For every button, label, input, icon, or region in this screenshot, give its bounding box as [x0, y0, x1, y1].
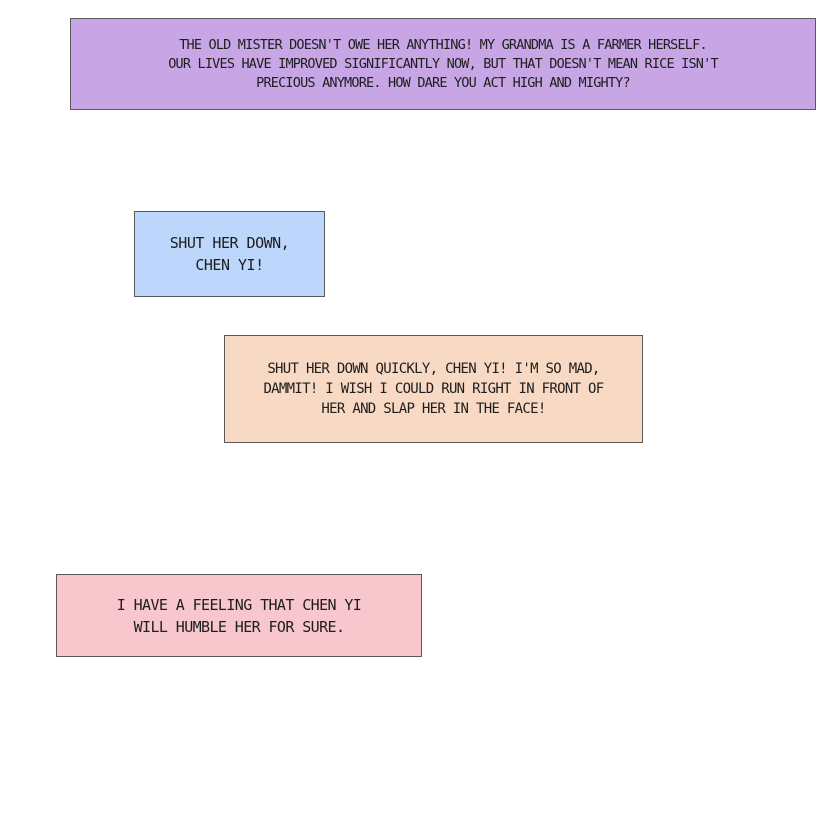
speech-box-shut-her-down: [134, 211, 325, 297]
speech-box-text: SHUT HER DOWN, CHEN YI!: [169, 234, 290, 274]
speech-box-so-mad: [224, 335, 643, 443]
speech-box-text: THE OLD MISTER DOESN'T OWE HER ANYTHING! MY GRANDMA IS A FARMER HERSELF. OUR LIVES HAVE IMPROVED SIGNIFICANTLY NOW, BUT THAT DOESN'T MEAN RICE ISN'T PRECIOUS ANYMORE. HOW DARE YOU ACT HIGH AND MIGHTY?: [168, 36, 718, 91]
speech-box-humble-her: [56, 574, 422, 657]
speech-box-grandma-farmer: [70, 18, 816, 110]
speech-box-text: SHUT HER DOWN QUICKLY, CHEN YI! I'M SO MAD, DAMMIT! I WISH I COULD RUN RIGHT IN FRONT OF HER AND SLAP HER IN THE FACE!: [263, 361, 604, 417]
speech-box-text: I HAVE A FEELING THAT CHEN YI WILL HUMBLE HER FOR SURE.: [116, 595, 362, 636]
